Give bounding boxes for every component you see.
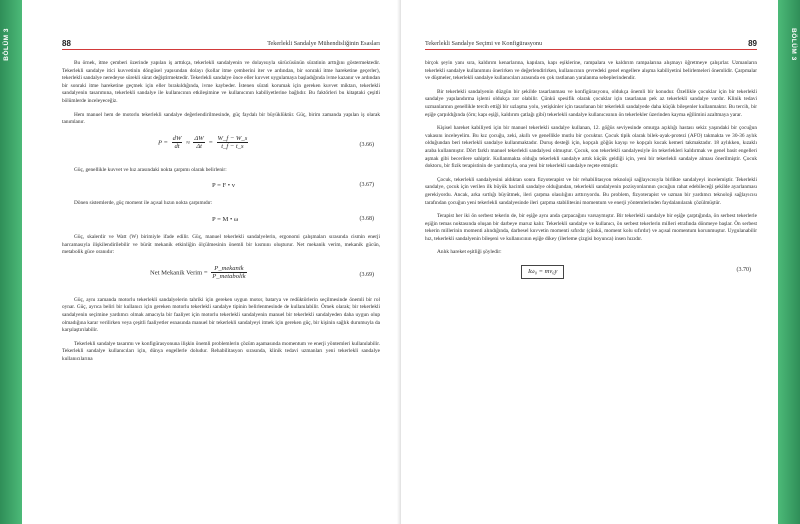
left-page	[22, 0, 400, 524]
equation-3-69-number: (3.69)	[359, 271, 374, 278]
eq-3-66-frac-3-num: W_f − W_s	[217, 134, 248, 142]
left-header-rule	[62, 49, 380, 50]
right-page-header-title: Tekerlekli Sandalye Seçimi ve Konfigürasyonu	[425, 40, 543, 47]
left-paragraph-7: Tekerlekli sandalye tasarımı ve konfigürasyonuna ilişkin önemli problemlerin çözüm aşamasında momentum ve enerji yöntemleri kullanılabilir. Tekerlekli sandalye kullanıcıları için, dünya engellerle doludur. Rehabilitasyon sırasında, klinik tedavi uzmanları yeni tekerlekli sandalye kullanıcılarına	[62, 340, 380, 362]
left-paragraph-4: Dönen sistemlerde, güç moment ile açısal hızın nokta çarpımıdır:	[74, 200, 213, 207]
eq-3-69-frac-num: P_mekanik	[211, 265, 246, 274]
chapter-tab-right-label: BÖLÜM 3	[790, 28, 797, 61]
equation-3-66	[62, 133, 380, 161]
left-paragraph-3: Güç, genellikle kuvvet ve hız arasındaki nokta çarpımı olarak belirlenir:	[74, 166, 227, 173]
left-page-header-title: Tekerlekli Sandalye Mühendisliğinin Esasları	[267, 40, 380, 47]
equation-3-67-number: (3.67)	[359, 182, 374, 189]
left-paragraph-6: Güç, aynı zamanda motorlu tekerlekli sandalyelerin tahriki için gereken uygun motor, batarya ve redüktörlerin seçilmesinde önemli bir rol oynar. Güç, ayrıca beliri bir kullanıcı için gereken motorlu tekerlekli sandalye tipinin belirlenmesinde de kullanılabilir. Örnek olarak; bir tekerlekli sandalyenin seçimine yardımcı olmak amacıyla bir faaliyet için motorlu tekerlekli sandalyenin manuel bir tekerlekli sandalyeden daha uygun olup olmadığına karar verilirken veya çeşitli faaliyetler esnasında manuel bir tekerlekli sandalyeyi itmek için gereken güç, bir kişinin sağlık durumuyla da karşılaştırılabilir.	[62, 296, 380, 334]
right-header-rule	[425, 49, 757, 50]
equation-3-68-expression: P = M • ω	[212, 215, 239, 223]
chapter-tab-right	[778, 0, 800, 524]
right-paragraph-2: Bir tekerlekli sandalyenin düzgün bir şekilde tasarlanması ve konfigürasyonu, oldukça önemli bir konudur. Özellikle çocuklar için bir tekerlekli sandalye yapılandırma işlemi oldukça zor olabilir. Çünkü spesifik olarak çocuklar için tasarlanan pek az tekerlekli sandalye vardır. Klinik tedavi uzmanlarının genellikle tercih ettiği bir uzlaşma yolu, yetişkinler için tasarlanan bir tekerlekli sandalyede daha küçük bileşenler kullanmaktır. Bu tercih, bir eşiğe çarpıldığında (örn; kapı eşiği, kaldırım çatlağı gibi) tekerlekli sandalye kullanıcısının ön tekerlekler üzerinden kayma eğilimini azaltmaya yarar.	[425, 88, 757, 118]
right-paragraph-4: Çocuk, tekerlekli sandalyesini aldıktan sonra fizyoterapist ve bir rehabilitasyon teknoloji sağlayıcısıyla birlikte sandalyeyi incelemiştir. Tekerlekli sandalye, çocuk için verilen ilk büyük hacimli sandalye olduğundan, tekerlekli sandalyenin pozisyonlarının çocuğun rahat edebileceği şekilde ayarlanması gerekiyordu. Ancak, arka sırtlığı büyütmek, ileri çarpma olasılığını arttırıyordu. Bu problem, fizyoterapist ve uzman bir yardımcı teknoloji sağlayıcısı tarafından çocuğun yeni tekerlekli sandalyesinde ileri çarpma stabilitesini momentum ve enerji yöntemlerinden faydalanılarak çözülmüştür.	[425, 176, 757, 206]
equation-3-68-number: (3.68)	[359, 215, 374, 222]
left-page-body	[62, 60, 380, 369]
right-paragraph-3: Kişisel hareket kabiliyeti için bir manuel tekerlekli sandalye kullanan, 12. göğüs seviyesinde omurga açıklığı hastası sekiz yaşındaki bir çocuğun vakasını inceleyelim. Bu kız çocuğu, zeki, akıllı ve genellikle mutlu bir çocuktur. Çocuk tipik olarak bilek-ayak-protezi (AFO) takmakta ve 30-36 aylık olduğundan beri tekerlekli sandalye kullanmaktadır. Duruş desteği için, kopçalı göğüs kayışı ve kopçalı kucak kemeri takmaktadır. 18 aylıkken, kızaklı araba kullanmıştır. Dört farklı manuel tekerlekli sandalyesi olmuştur. Çocuk, son tekerlekli sandalyesiyle ön tekerlekleri kaldırmak ve genel basit engelleri aşmak gibi becerilere sahiptir. Kullanmakta olduğu tekerlekli sandalye artık küçük geldiği için, yeni bir tekerlekli sandalye alması önerilmiştir. Çocuk doktoru, bir fizik terapistinin de yardımıyla, ona yeni bir tekerlekli sandalye reçete etmiştir.	[425, 125, 757, 170]
chapter-tab-left	[0, 0, 22, 524]
left-page-header	[62, 39, 380, 49]
equation-3-70	[425, 263, 757, 283]
right-page-body	[425, 60, 757, 289]
eq-3-66-frac-3-den: t_f − t_s	[221, 143, 244, 151]
right-paragraph-6: Anlık hareket eşitliği şöyledir:	[437, 249, 502, 256]
right-paragraph-1: birçok şeyin yanı sıra, kaldırım kenarlarına, kapılara, kapı eşiklerine, rampalara ve kaldırım rampalarına alışmayı öğretmeye çalışırlar. Uzmanların tekerlekli sandalye kullanımını önerirken ve değerlendirirken, kullanıcının çevredeki genel engellere alışma kabiliyetini belirlemeleri önemlidir. Çarpmalar ve düşmeler, tekerlekli sandalye kullanıcıları arasında en çok rastlanan yaralanma sebeplerindendir.	[425, 60, 757, 82]
equation-3-69	[62, 263, 380, 291]
eq-3-69-frac-den: P_metabolik	[212, 273, 246, 281]
equation-3-69-expression	[150, 265, 249, 281]
eq-3-66-approx: ≈	[186, 139, 190, 147]
eq-3-66-frac-2-den: Δt	[196, 143, 202, 151]
right-page-number: 89	[748, 39, 757, 48]
eq-3-69-frac	[211, 265, 246, 281]
left-paragraph-5: Güç, skalerdir ve Watt (W) birimiyle ifade edilir. Güç, manuel tekerlekli sandalyelerin, ergonomi çalışmaları sırasında cismin enerji harcamasıyla ilişkilendirilebilir ve bürüt mekanik etkinliğin ölçülmesinin önemli bir kısmını oluşturur. Net mekanik verim, mekanik gücün, metabolik güce oranıdır:	[62, 233, 380, 256]
eq-3-66-frac-2-num: ΔW	[194, 134, 204, 142]
equation-3-66-expression	[158, 135, 250, 151]
chapter-tab-left-label: BÖLÜM 3	[3, 28, 10, 61]
equation-3-68	[62, 214, 380, 228]
left-page-number: 88	[62, 39, 71, 48]
right-page-header	[425, 39, 757, 49]
eq-3-66-frac-1-num: dW	[172, 134, 182, 142]
eq-3-69-lhs: Net Mekanik Verim =	[150, 269, 208, 277]
eq-3-66-frac-1-den: dt	[174, 143, 180, 151]
equation-3-67-expression: P = F • v	[212, 182, 236, 190]
eq-3-66-frac-3	[217, 135, 249, 151]
left-paragraph-2: Hem manuel hem de motorlu tekerlekli sandalye değerlendirilmesinde, güç faydalı bir büyüklüktür. Güç, birim zamanda yapılan iş olarak tanımlanır.	[62, 111, 380, 126]
right-paragraph-5: Terapist her iki ön serbest tekerin de, bir eşiğe aynı anda çarpacağını varsaymıştır. Bir tekerlekli sandalye bir eşiğe çarptığında, ön serbest tekerlerle eşiğin temas noktasında oluşan bir darbeye maruz kalır. Tekerlekli sandalye ve kullanıcı, ön serbest tekerlerin milleri etrafında dönmeye başlar. Ön serbest tekerin millerinin momenti alındığında, darbesel kuvvetin momenti sıfırdır (çünkü, moment kolu sıfırdır) ve açısal momentum korunmuştur. Uygulanabilir hız, tekerlekli sandalyenin bileşeni ve kullanıcının eşiğe dikey (ilerleme çizgisi boyunca) insen hızıdır.	[425, 213, 757, 242]
eq-3-66-equals: =	[208, 139, 213, 147]
eq-3-66-frac-2	[193, 135, 204, 151]
right-page	[400, 0, 779, 524]
equation-3-70-number: (3.70)	[736, 267, 751, 274]
eq-3-66-frac-1	[172, 135, 183, 151]
left-paragraph-1: Bu örnek, itme çemberi üzerinde yapılan iş arttıkça, tekerlekli sandalyenin ve dolayısıyla sürücüsünün süratinin arttığını göstermektedir. Tekerlekli sandalye itici kuvvetinin döngüsel yapısından dolayı (kollar itme çemberini iter ve ardından, bir sonraki itme hareketine geçerler), tekerlekli sandalye neredeyse sürekli sürat değiştirmektedir. Tekerlekli sandalye önce eller kuvvet uygulamaya başladığında ivme kazanır ve ardından bir sonraki itme hareketine geçmek için eller bırakıldığında, ivme kaybeder. İstenen sürati korumak için gereken kuvvet miktarı, tekerlekli sandalyenin tasarımına, tekerlekli sandalye ile kullanıcının etkileşimine ve kullanıcının kabiliyetlerine bağlıdır. Bu faktörleri bu kitaptaki çeşitli bölümlerde inceleyeceğiz.	[62, 60, 380, 104]
equation-3-67	[62, 180, 380, 194]
eq-3-66-lhs: P =	[158, 139, 169, 147]
equation-3-66-number: (3.66)	[359, 141, 374, 148]
equation-3-70-expression: Iω₀ = mv₀y	[521, 265, 564, 279]
